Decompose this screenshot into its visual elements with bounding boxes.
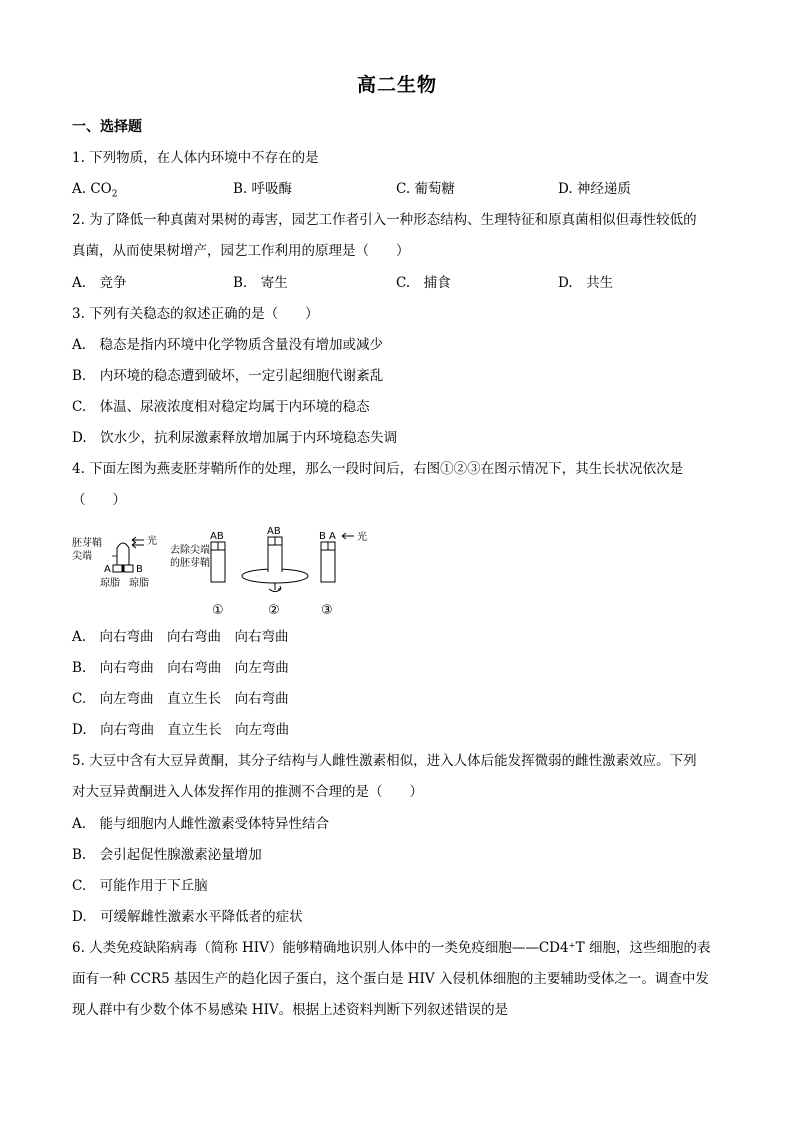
question-6-stem-line1: 6. 人类免疫缺陷病毒（简称 HIV）能够精确地识别人体中的一类免疫细胞——CD4⁺T 细胞，这些细胞的表 bbox=[72, 940, 711, 956]
figure-label-tip-2: 尖端 bbox=[72, 551, 92, 562]
question-4-stem-line2: （ ） bbox=[72, 492, 126, 508]
figure-label-tip-1: 胚芽鞘 bbox=[72, 538, 102, 549]
question-5-option-d: D. 可缓解雌性激素水平降低者的症状 bbox=[72, 909, 303, 925]
question-5-option-b: B. 会引起促性腺激素泌量增加 bbox=[72, 847, 262, 863]
figure-number-2: ② bbox=[268, 603, 280, 618]
question-2-option-b: B. 寄生 bbox=[233, 275, 288, 291]
coleoptile-figure bbox=[72, 520, 382, 620]
question-4-stem-line1: 4. 下面左图为燕麦胚芽鞘所作的处理，那么一段时间后，右图①②③在图示情况下，其生长状况依次是 bbox=[72, 461, 684, 477]
question-6-stem-line3: 现人群中有少数个体不易感染 HIV。根据上述资料判断下列叙述错误的是 bbox=[72, 1002, 509, 1018]
question-1-stem: 1. 下列物质，在人体内环境中不存在的是 bbox=[72, 150, 319, 166]
figure-3-label-ba: B A bbox=[319, 531, 336, 542]
figure-2-block-a bbox=[268, 537, 275, 545]
question-1-option-a: A. $CO_2$ bbox=[72, 181, 118, 200]
page-title: 高二生物 bbox=[356, 74, 437, 96]
question-1-option-d: D. 神经递质 bbox=[558, 181, 631, 197]
figure-agar-label-2: 琼脂 bbox=[129, 578, 149, 589]
question-3-option-d: D. 饮水少，抗利尿激素释放增加属于内环境稳态失调 bbox=[72, 430, 398, 446]
figure-3-block-a bbox=[328, 542, 335, 550]
question-2-option-a: A. 竞争 bbox=[72, 275, 127, 291]
question-3-option-c: C. 体温、尿液浓度相对稳定均属于内环境的稳态 bbox=[72, 399, 370, 415]
question-4-option-d: D. 向右弯曲 直立生长 向左弯曲 bbox=[72, 722, 290, 738]
figure-cut-label-2: 的胚芽鞘 bbox=[170, 558, 210, 569]
figure-2-block-b bbox=[275, 537, 282, 545]
question-3-option-b: B. 内环境的稳态遭到破坏，一定引起细胞代谢紊乱 bbox=[72, 368, 384, 384]
figure-3-coleoptile bbox=[321, 550, 335, 582]
question-3-option-a: A. 稳态是指内环境中化学物质含量没有增加或减少 bbox=[72, 337, 384, 353]
question-4-option-a: A. 向右弯曲 向右弯曲 向右弯曲 bbox=[72, 629, 289, 645]
coleoptile-tip-shape bbox=[117, 543, 129, 565]
turntable-cover bbox=[268, 561, 282, 575]
agar-block-a bbox=[113, 565, 122, 572]
agar-block-b bbox=[124, 565, 133, 572]
figure-label-b: B bbox=[136, 564, 143, 575]
rotation-arrow-head bbox=[278, 586, 281, 589]
question-4-option-b: B. 向右弯曲 向右弯曲 向左弯曲 bbox=[72, 660, 289, 676]
question-5-option-a: A. 能与细胞内人雌性激素受体特异性结合 bbox=[72, 816, 330, 832]
figure-1-block-a bbox=[211, 542, 218, 550]
question-3-stem: 3. 下列有关稳态的叙述正确的是（ ） bbox=[72, 306, 319, 322]
figure-2-label-ab: AB bbox=[267, 526, 281, 537]
question-2-option-c: C. 捕食 bbox=[396, 275, 451, 291]
figure-light-label-2: 光 bbox=[357, 532, 367, 543]
figure-number-1: ① bbox=[212, 603, 224, 618]
figure-agar-label-1: 琼脂 bbox=[100, 578, 120, 589]
question-1-option-c: C. 葡萄糖 bbox=[396, 181, 455, 197]
figure-3-block-b bbox=[321, 542, 328, 550]
figure-1-block-b bbox=[218, 542, 225, 550]
question-5-stem-line1: 5. 大豆中含有大豆异黄酮，其分子结构与人雌性激素相似，进入人体后能发挥微弱的雌性激素效应。下列 bbox=[72, 753, 697, 769]
question-4-option-c: C. 向左弯曲 直立生长 向右弯曲 bbox=[72, 691, 289, 707]
question-1-option-b: B. 呼吸酶 bbox=[233, 181, 293, 197]
figure-label-a: A bbox=[104, 564, 111, 575]
section-heading: 一、选择题 bbox=[72, 119, 142, 135]
figure-1-coleoptile bbox=[211, 550, 225, 582]
question-2-stem-line2: 真菌，从而使果树增产，园艺工作利用的原理是（ ） bbox=[72, 243, 410, 259]
question-6-stem-line2: 面有一种 CCR5 基因生产的趋化因子蛋白，这个蛋白是 HIV 入侵机体细胞的主要辅助受体之一。调查中发 bbox=[72, 971, 709, 987]
figure-cut-label-1: 去除尖端 bbox=[170, 545, 210, 556]
question-2-stem-line1: 2. 为了降低一种真菌对果树的毒害，园艺工作者引入一种形态结构、生理特征和原真菌相似但毒性较低的 bbox=[72, 212, 697, 228]
figure-light-label-1: 光 bbox=[147, 536, 157, 547]
figure-number-3: ③ bbox=[321, 603, 333, 618]
question-2-option-d: D. 共生 bbox=[558, 275, 614, 291]
question-5-stem-line2: 对大豆异黄酮进入人体发挥作用的推测不合理的是（ ） bbox=[72, 784, 423, 800]
figure-1-label-ab: AB bbox=[210, 531, 224, 542]
question-5-option-c: C. 可能作用于下丘脑 bbox=[72, 878, 208, 894]
